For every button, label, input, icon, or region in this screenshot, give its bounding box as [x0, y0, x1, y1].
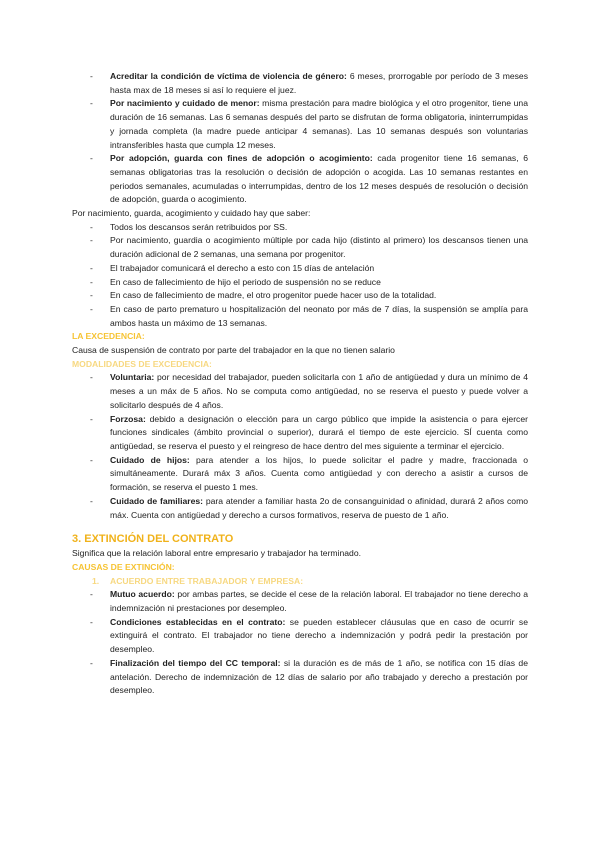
bullet-dash: -: [90, 98, 93, 109]
bullet-dash: -: [90, 589, 93, 600]
item-term: Por nacimiento y cuidado de menor:: [110, 98, 260, 109]
list-item: [72, 289, 528, 303]
list-item: [72, 262, 528, 276]
item-text: Todos los descansos serán retribuidos por SS.: [110, 221, 288, 232]
item-text: por necesidad del trabajador, pueden solicitarla con 1 año de antigüedad y dura un mínimo de 4 meses a un máx de 5 años. No se computa como antigüedad, no se reserva el puesto y puede volver a solicitarlo después de 4 años.: [110, 372, 528, 410]
list-item: [72, 454, 528, 495]
item-term: Voluntaria:: [110, 372, 155, 383]
bullet-dash: -: [90, 153, 93, 164]
nacimiento-notes-list: [72, 221, 528, 331]
causa-1-heading: [72, 575, 528, 589]
item-term: Por adopción, guarda con fines de adopción o acogimiento:: [110, 153, 373, 164]
item-term: Mutuo acuerdo:: [110, 589, 175, 600]
excedencia-definition: Causa de suspensión de contrato por parte del trabajador en la que no tienen salario: [72, 345, 395, 356]
bullet-dash: -: [90, 262, 93, 273]
item-term: Cuidado de familiares:: [110, 495, 204, 506]
item-term: Acreditar la condición de víctima de violencia de género:: [110, 71, 347, 81]
list-item: [72, 70, 528, 97]
item-text: para atender a familiar hasta 2o de consanguinidad o afinidad, durará 2 años como máx. Cuenta con antigüedad y derecho a cursos formativos, reserva de puesto de 1 año.: [110, 495, 529, 520]
list-item: [72, 616, 528, 657]
item-text: por ambas partes, se decide el cese de la relación laboral. El trabajador no tiene derecho a indemnización ni prestaciones por desempleo.: [110, 589, 529, 614]
paragraph-nacimiento: Por nacimiento, guarda, acogimiento y cuidado hay que saber:: [72, 208, 311, 219]
item-text: En caso de fallecimiento de hijo el periodo de suspensión no se reduce: [110, 276, 381, 287]
item-text: En caso de parto prematuro u hospitalización del neonato por más de 7 días, la suspensión se amplía para ambos hasta un máximo de 13 semanas.: [110, 303, 528, 328]
list-item: [72, 371, 528, 412]
bullet-dash: -: [90, 372, 93, 383]
excedencia-modalities-list: [72, 371, 528, 522]
section-title-extincion: 3. EXTINCIÓN DEL CONTRATO: [72, 533, 234, 546]
item-term: Cuidado de hijos:: [110, 454, 190, 465]
list-item: [72, 97, 528, 152]
list-item: [72, 657, 528, 698]
bullet-dash: -: [90, 290, 93, 301]
bullet-dash: -: [90, 454, 93, 465]
item-text: 6 meses, prorrogable por período de 3 meses hasta max de 18 meses si así lo requiere el juez.: [110, 71, 529, 95]
causa-label: ACUERDO ENTRE TRABAJADOR Y EMPRESA:: [110, 575, 304, 586]
item-text: para atender a los hijos, lo puede solicitar el padre y madre, fraccionada o simultáneamente. Durará máx 3 años. Cuenta como antigüedad y con derecho a asistir a cursos de formación, se reserva el puesto 1 mes.: [110, 454, 528, 493]
list-item: [72, 152, 528, 207]
item-text: En caso de fallecimiento de madre, el otro progenitor puede hacer uso de la totalidad.: [110, 290, 437, 301]
list-item: [72, 495, 528, 522]
item-term: Condiciones establecidas en el contrato:: [110, 616, 286, 627]
modalidades-heading: MODALIDADES DE EXCEDENCIA:: [72, 358, 212, 369]
bullet-dash: -: [90, 616, 93, 627]
item-text: Por nacimiento, guardia o acogimiento múltiple por cada hijo (distinto al primero) los descansos tienen una duración adicional de 2 semanas, una semana por progenitor.: [110, 235, 528, 260]
bullet-dash: -: [90, 235, 93, 246]
list-item: [72, 303, 528, 330]
item-text: El trabajador comunicará el derecho a esto con 15 días de antelación: [110, 262, 375, 273]
bullet-dash: -: [90, 71, 93, 81]
bullet-dash: -: [90, 221, 93, 232]
item-text: debido a designación o elección para un cargo público que impide la asistencia o para ejercer funciones sindicales (ámbito provincial o superior), durará el tiempo de este ejercicio. SÍ cuenta como antigüedad, se reserva el puesto y el reingreso de hace dentro del mes siguiente a terminar el ejercicio.: [110, 413, 528, 451]
item-text: cada progenitor tiene 16 semanas, 6 semanas obligatorias tras la resolución o decisión de adopción o acogida. Las 10 semanas restantes en periodos semanales, acumuladas o interrumpidas, dentro de los 12 meses después de resolución o decisión de adopción, guarda o acogimiento.: [110, 153, 528, 205]
list-item: [72, 588, 528, 615]
list-item: [72, 276, 528, 290]
list-item: [72, 234, 528, 261]
extincion-definition: Significa que la relación laboral entre empresario y trabajador ha terminado.: [72, 548, 362, 559]
item-text: si la duración es de más de 1 año, se notifica con 15 días de antelación. Derecho de indemnización de 12 días de salario por año trabajado y derecho a prestación por desempleo.: [110, 657, 528, 696]
item-term: Finalización del tiempo del CC temporal:: [110, 657, 281, 668]
bullet-dash: -: [90, 413, 93, 424]
item-term: Forzosa:: [110, 413, 146, 424]
list-item: [72, 221, 528, 235]
item-text: se pueden establecer cláusulas que en caso de ocurrir se extinguirá el contrato. El trabajador no tiene derecho a indemnización y podrá pedir la prestación por desempleo.: [110, 616, 528, 655]
list-item: [72, 413, 528, 454]
acuerdo-list: [72, 588, 528, 698]
causa-number: 1.: [92, 575, 100, 586]
excedencia-heading: LA EXCEDENCIA:: [72, 331, 145, 342]
bullet-dash: -: [90, 276, 93, 287]
causas-heading: CAUSAS DE EXTINCIÓN:: [72, 561, 175, 572]
document-content: [72, 70, 528, 698]
bullet-dash: -: [90, 657, 93, 668]
bullet-dash: -: [90, 303, 93, 314]
suspension-causes-list: [72, 70, 528, 207]
item-text: misma prestación para madre biológica y el otro progenitor, tiene una duración de 16 semanas. Las 6 semanas después del parto se disfrutan de forma obligatoria, ininterrumpidas y jornada completa (la madre puede anticipar 4 semanas). Las 10 semanas después son voluntarias intransferibles hasta que cumpla 12 meses.: [110, 98, 528, 150]
bullet-dash: -: [90, 495, 93, 506]
